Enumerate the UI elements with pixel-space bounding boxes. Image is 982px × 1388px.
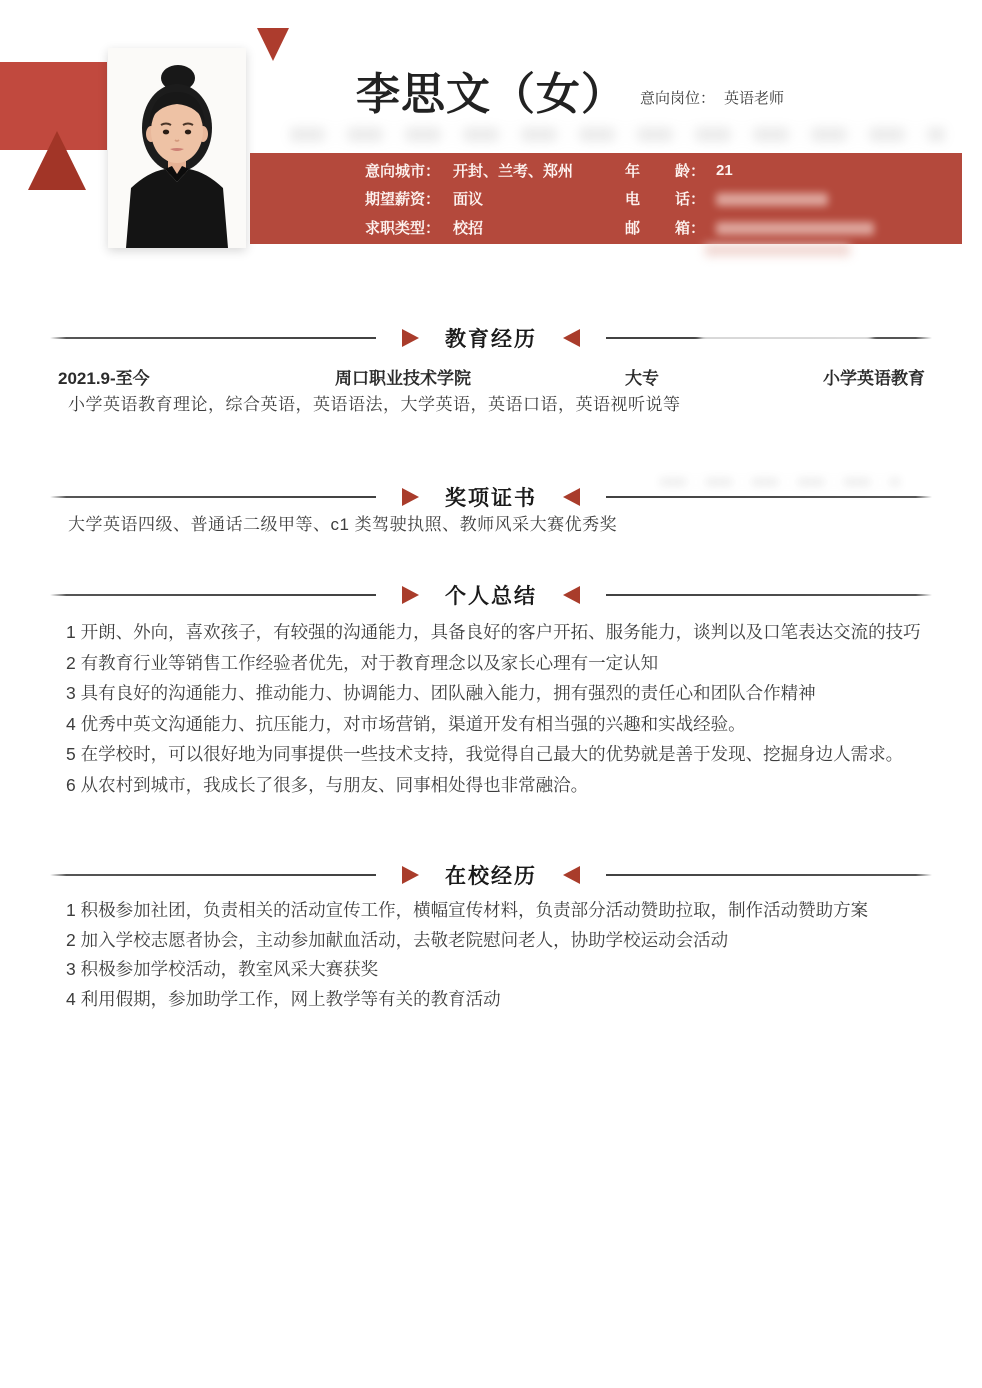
banner-row bbox=[250, 217, 962, 237]
candidate-name: 李思文（女） bbox=[356, 70, 626, 119]
education-courses: 小学英语教育理论，综合英语，英语语法，大学英语，英语口语，英语视听说等 bbox=[68, 395, 681, 414]
summary-item: 4 优秀中英文沟通能力、抗压能力，对市场营销，渠道开发有相当强的兴趣和实战经验。 bbox=[66, 713, 746, 734]
triangle-right-icon bbox=[402, 488, 419, 506]
banner-row bbox=[250, 160, 962, 180]
desired-position bbox=[640, 87, 784, 108]
city-value: 开封、兰考、郑州 bbox=[453, 162, 574, 180]
education-period: 2021.9-至今 bbox=[58, 369, 150, 388]
email-value-redacted bbox=[716, 222, 874, 235]
portrait-illustration bbox=[108, 48, 246, 248]
triangle-right-icon bbox=[402, 586, 419, 604]
section-title: 教育经历 bbox=[445, 328, 537, 351]
education-major: 小学英语教育 bbox=[823, 369, 925, 388]
desired-position-value: 英语老师 bbox=[724, 90, 785, 107]
summary-item: 5 在学校时，可以很好地为同事提供一些技术支持，我觉得自己最大的优势就是善于发现、挖掘身边人需求。 bbox=[66, 744, 904, 765]
age-label: 年 龄： bbox=[625, 162, 705, 180]
section-header-campus bbox=[50, 862, 932, 888]
triangle-right-icon bbox=[402, 866, 419, 884]
job-type-value: 校招 bbox=[453, 219, 484, 237]
section-header-awards bbox=[50, 484, 932, 510]
summary-item: 2 有教育行业等销售工作经验者优先，对于教育理念以及家长心理有一定认知 bbox=[66, 652, 659, 673]
desired-position-label: 意向岗位： bbox=[640, 90, 716, 107]
education-entry bbox=[58, 364, 925, 389]
salary-label: 期望薪资： bbox=[365, 190, 441, 208]
blur-artifact bbox=[290, 127, 945, 142]
banner-row bbox=[250, 188, 962, 208]
section-title: 在校经历 bbox=[445, 865, 537, 888]
section-title: 奖项证书 bbox=[445, 487, 537, 510]
phone-value-redacted bbox=[716, 193, 828, 206]
summary-item: 6 从农村到城市，我成长了很多，与朋友、同事相处得也非常融洽。 bbox=[66, 774, 589, 795]
triangle-left-icon bbox=[563, 488, 580, 506]
campus-item: 2 加入学校志愿者协会，主动参加献血活动，去敬老院慰问老人，协助学校运动会活动 bbox=[66, 929, 729, 950]
summary-list bbox=[66, 617, 952, 801]
triangle-left-icon bbox=[563, 586, 580, 604]
awards-content: 大学英语四级、普通话二级甲等、c1 类驾驶执照、教师风采大赛优秀奖 bbox=[68, 515, 618, 534]
divider-line bbox=[606, 337, 932, 339]
triangle-right-icon bbox=[402, 329, 419, 347]
age-value: 21 bbox=[716, 161, 733, 179]
campus-item: 3 积极参加学校活动，教室风采大赛获奖 bbox=[66, 959, 379, 980]
divider-line bbox=[50, 594, 376, 596]
section-title: 个人总结 bbox=[445, 585, 537, 608]
salary-value: 面议 bbox=[453, 190, 484, 208]
divider-line bbox=[606, 496, 932, 498]
blur-artifact bbox=[705, 244, 850, 256]
summary-item: 1 开朗、外向，喜欢孩子，有较强的沟通能力，具备良好的客户开拓、服务能力，谈判以及口笔表达交流的技巧 bbox=[66, 622, 921, 642]
campus-list bbox=[66, 896, 952, 1015]
divider-line bbox=[50, 874, 376, 876]
section-header-summary bbox=[50, 582, 932, 608]
phone-label: 电 话： bbox=[625, 190, 705, 208]
city-label: 意向城市： bbox=[365, 162, 441, 180]
divider-line bbox=[606, 594, 932, 596]
divider-line bbox=[50, 496, 376, 498]
decor-triangle-up bbox=[28, 131, 86, 190]
profile-photo bbox=[108, 48, 246, 248]
email-label: 邮 箱： bbox=[625, 219, 705, 237]
triangle-left-icon bbox=[563, 866, 580, 884]
divider-line bbox=[50, 337, 376, 339]
summary-item: 3 具有良好的沟通能力、推动能力、协调能力、团队融入能力，拥有强烈的责任心和团队合作精神 bbox=[66, 683, 816, 704]
education-degree: 大专 bbox=[625, 369, 659, 388]
job-type-label: 求职类型： bbox=[365, 219, 441, 237]
section-header-education bbox=[50, 325, 932, 351]
divider-line bbox=[606, 874, 932, 876]
campus-item: 4 利用假期，参加助学工作，网上教学等有关的教育活动 bbox=[66, 989, 501, 1010]
triangle-left-icon bbox=[563, 329, 580, 347]
decor-triangle-down bbox=[257, 28, 289, 61]
campus-item: 1 积极参加社团，负责相关的活动宣传工作，横幅宣传材料，负责部分活动赞助拉取，制作活动赞助方案 bbox=[66, 900, 869, 920]
info-banner bbox=[250, 153, 962, 244]
education-school: 周口职业技术学院 bbox=[335, 369, 471, 388]
